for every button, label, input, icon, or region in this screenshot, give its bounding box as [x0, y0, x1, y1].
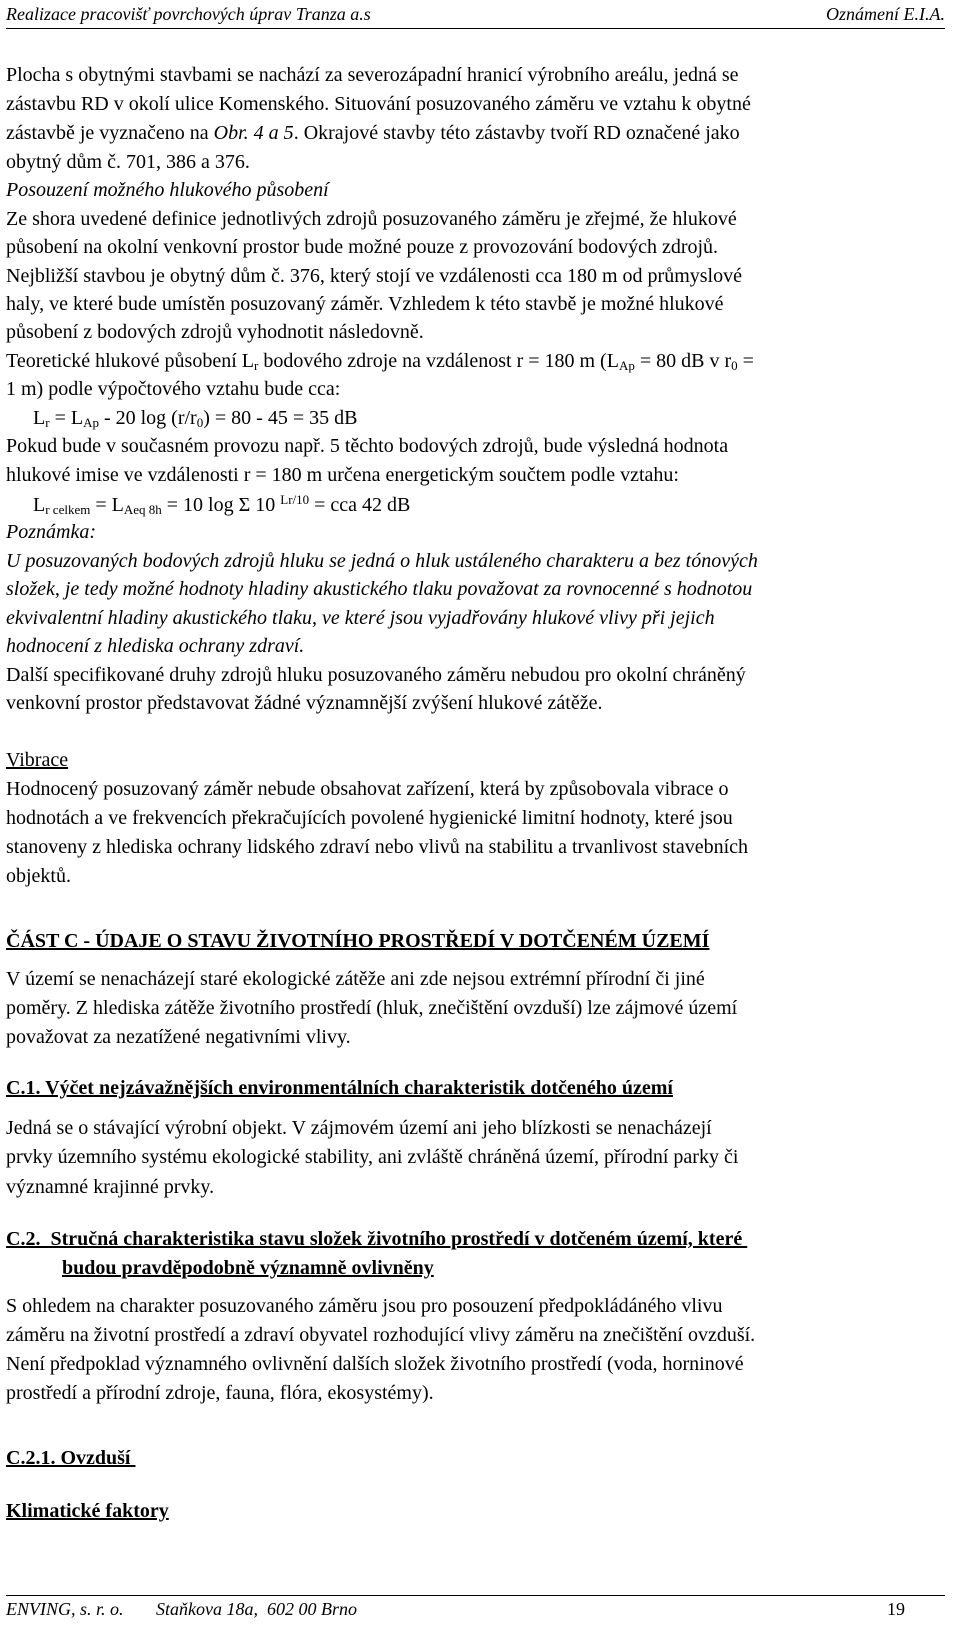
paragraph-line: Nejbližší stavbou je obytný dům č. 376, který stojí ve vzdálenosti cca 180 m od průmyslové	[6, 265, 742, 287]
paragraph-line: Hodnocený posuzovaný záměr nebude obsahovat zařízení, která by způsobovala vibrace o	[6, 778, 729, 800]
text-run: = cca 42 dB	[309, 494, 411, 516]
note-label: Poznámka:	[6, 521, 96, 543]
section-heading-c2: C.2. Stručná charakteristika stavu složek životního prostředí v dotčeném území, které	[6, 1228, 748, 1250]
text-run: bodového zdroje na vzdálenost r = 180 m (L	[258, 350, 619, 372]
paragraph-line: působení na okolní venkovní prostor bude možné pouze z provozování bodových zdrojů.	[6, 236, 719, 258]
figure-reference: Obr. 4 a 5	[213, 122, 294, 144]
paragraph-line: S ohledem na charakter posuzovaného záměru jsou pro posouzení předpokládáného vlivu	[6, 1295, 723, 1317]
paragraph-line: Není předpoklad významného ovlivnění dalších složek životního prostředí (voda, horninové	[6, 1353, 744, 1375]
header-title: Realizace pracovišť povrchových úprav Tranza a.s	[6, 4, 371, 24]
footer-company: ENVING, s. r. o.	[6, 1599, 124, 1619]
note-line: ekvivalentní hladiny akustického tlaku, ve které jsou vyjadřovány hlukové vlivy při jejich	[6, 607, 715, 629]
paragraph-line: prvky územního systému ekologické stability, ani zvláště chráněná území, přírodní parky či	[6, 1146, 739, 1168]
paragraph-line: významné krajinné prvky.	[6, 1176, 215, 1198]
section-heading-part-c: ČÁST C - ÚDAJE O STAVU ŽIVOTNÍHO PROSTŘEDÍ V DOTČENÉM ÚZEMÍ	[6, 930, 710, 952]
paragraph-line: V území se nenacházejí staré ekologické zátěže ani zde nejsou extrémní přírodní či jiné	[6, 968, 705, 990]
text-run: ) = 80 - 45 = 35 dB	[203, 407, 358, 429]
formula-line	[33, 404, 357, 433]
text-run: - 20 log (r/r	[98, 407, 197, 429]
paragraph-line: Plocha s obytnými stavbami se nachází za severozápadní hranicí výrobního areálu, jedná se	[6, 64, 739, 86]
section-heading-c2-continued: budou pravděpodobně významně ovlivněny	[62, 1257, 434, 1279]
footer-address: Staňkova 18a, 602 00 Brno	[156, 1599, 357, 1619]
section-heading-c21: C.2.1. Ovzduší	[6, 1447, 136, 1469]
text-run: L	[33, 407, 46, 429]
section-heading-c1: C.1. Výčet nejzávažnějších environmentálních charakteristik dotčeného území	[6, 1077, 673, 1099]
text-run: L	[33, 494, 46, 516]
subscript: 0	[731, 358, 738, 373]
paragraph-line: objektů.	[6, 865, 71, 887]
formula-line	[33, 491, 410, 520]
text-run: = 10 log Σ 10	[161, 494, 281, 516]
subheading-climate-factors: Klimatické faktory	[6, 1500, 169, 1522]
paragraph-line: prostředí a přírodní zdroje, fauna, flóra, ekosystémy).	[6, 1382, 434, 1404]
paragraph-line: Ze shora uvedené definice jednotlivých zdrojů posuzovaného záměru je zřejmé, že hlukové	[6, 208, 737, 230]
paragraph-line	[6, 347, 754, 376]
subheading-vibrations: Vibrace	[6, 749, 69, 771]
page-header	[6, 4, 945, 29]
page-number: 19	[887, 1599, 905, 1619]
subscript: Ap	[83, 415, 99, 430]
subscript: Aeq 8h	[123, 502, 162, 517]
paragraph-line: stanoveny z hlediska ochrany lidského zdraví nebo vlivů na stabilitu a trvanlivost stavebních	[6, 836, 749, 858]
text-run: =	[737, 350, 754, 372]
page-footer	[6, 1595, 945, 1624]
note-line: hodnocení z hlediska ochrany zdraví.	[6, 635, 305, 657]
paragraph-line: hlukové imise ve vzdálenosti r = 180 m určena energetickým součtem podle vztahu:	[6, 464, 679, 486]
paragraph-line: působení z bodových zdrojů vyhodnotit následovně.	[6, 321, 424, 343]
paragraph-line: zástavbu RD v okolí ulice Komenského. Situování posuzovaného záměru ve vztahu k obytné	[6, 93, 751, 115]
text-run: Teoretické hlukové působení L	[6, 350, 254, 372]
paragraph-line: Další specifikované druhy zdrojů hluku posuzovaného záměru nebudou pro okolní chráněný	[6, 664, 746, 686]
paragraph-line: záměru na životní prostředí a zdraví obyvatel rozhodující vlivy záměru na znečištění ovzduší.	[6, 1324, 756, 1346]
paragraph-line: poměry. Z hlediska zátěže životního prostředí (hluk, znečištění ovzduší) lze zájmové území	[6, 997, 738, 1019]
subscript: r celkem	[45, 502, 91, 517]
header-doc-type: Oznámení E.I.A.	[826, 4, 945, 24]
subscript: r	[45, 415, 50, 430]
paragraph-line: obytný dům č. 701, 386 a 376.	[6, 151, 250, 173]
text-run: = 80 dB v r	[634, 350, 732, 372]
paragraph-line: Jedná se o stávající výrobní objekt. V zájmovém území ani jeho blízkosti se nenacházejí	[6, 1117, 712, 1139]
subheading-noise-assessment: Posouzení možného hlukového působení	[6, 179, 329, 201]
paragraph-line: 1 m) podle výpočtového vztahu bude cca:	[6, 378, 341, 400]
paragraph-line: považovat za nezatížené negativními vlivy.	[6, 1026, 351, 1048]
paragraph-line: hodnotách a ve frekvencích překračujících povolené hygienické limitní hodnoty, které jsou	[6, 807, 733, 829]
subscript: Ap	[618, 358, 635, 373]
text-run: zástavbě je vyznačeno na	[6, 122, 214, 144]
superscript: Lr/10	[280, 492, 310, 507]
note-line: složek, je tedy možné hodnoty hladiny akustického tlaku považovat za rovnocenné s hodnotou	[6, 578, 753, 600]
paragraph-line: Pokud bude v současném provozu např. 5 těchto bodových zdrojů, bude výsledná hodnota	[6, 435, 729, 457]
paragraph-line	[6, 119, 740, 148]
note-line: U posuzovaných bodových zdrojů hluku se jedná o hluk ustáleného charakteru a bez tónových	[6, 550, 758, 572]
paragraph-line: venkovní prostor představovat žádné významnější zvýšení hlukové zátěže.	[6, 692, 603, 714]
paragraph-line: haly, ve které bude umístěn posuzovaný záměr. Vzhledem k této stavbě je možné hlukové	[6, 293, 724, 315]
text-run: . Okrajové stavby této zástavby tvoří RD označené jako	[293, 122, 740, 144]
subscript: r	[253, 358, 259, 373]
text-run: = L	[90, 494, 124, 516]
subscript: 0	[196, 415, 204, 430]
text-run: = L	[49, 407, 84, 429]
